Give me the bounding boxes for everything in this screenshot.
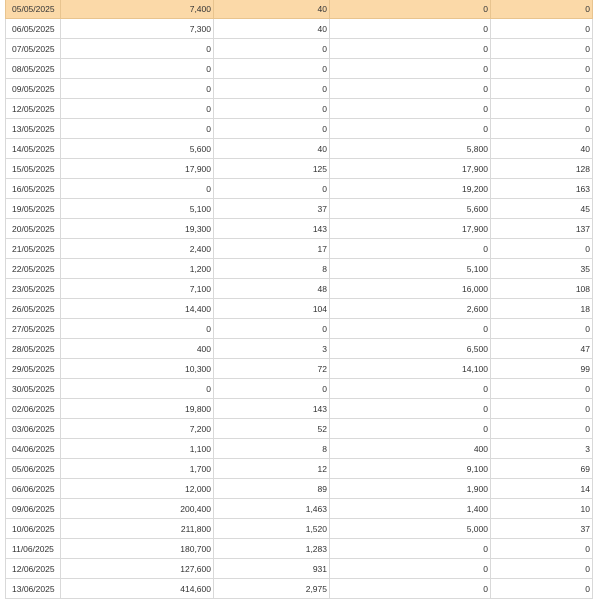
value-cell-1: 14,400 bbox=[61, 299, 214, 319]
table-row[interactable] bbox=[6, 359, 593, 379]
value-cell-2: 40 bbox=[214, 0, 330, 19]
value-cell-1: 2,400 bbox=[61, 239, 214, 259]
date-cell: 23/05/2025 bbox=[6, 279, 61, 299]
value-cell-3: 0 bbox=[330, 79, 491, 99]
value-cell-2: 104 bbox=[214, 299, 330, 319]
date-cell: 13/06/2025 bbox=[6, 579, 61, 599]
table-row[interactable] bbox=[6, 139, 593, 159]
value-cell-3: 0 bbox=[330, 119, 491, 139]
table-row[interactable] bbox=[6, 379, 593, 399]
date-cell: 12/05/2025 bbox=[6, 99, 61, 119]
value-cell-4: 0 bbox=[491, 19, 593, 39]
value-cell-1: 1,200 bbox=[61, 259, 214, 279]
value-cell-1: 1,700 bbox=[61, 459, 214, 479]
value-cell-3: 0 bbox=[330, 379, 491, 399]
value-cell-4: 0 bbox=[491, 319, 593, 339]
table-row[interactable] bbox=[6, 239, 593, 259]
value-cell-3: 17,900 bbox=[330, 159, 491, 179]
table-row[interactable] bbox=[6, 559, 593, 579]
value-cell-3: 0 bbox=[330, 539, 491, 559]
value-cell-3: 5,100 bbox=[330, 259, 491, 279]
value-cell-2: 0 bbox=[214, 79, 330, 99]
value-cell-3: 0 bbox=[330, 559, 491, 579]
value-cell-2: 8 bbox=[214, 259, 330, 279]
value-cell-2: 0 bbox=[214, 59, 330, 79]
date-cell: 03/06/2025 bbox=[6, 419, 61, 439]
value-cell-2: 8 bbox=[214, 439, 330, 459]
date-cell: 10/06/2025 bbox=[6, 519, 61, 539]
table-row[interactable] bbox=[6, 279, 593, 299]
value-cell-1: 0 bbox=[61, 59, 214, 79]
value-cell-4: 0 bbox=[491, 419, 593, 439]
value-cell-1: 0 bbox=[61, 99, 214, 119]
value-cell-1: 0 bbox=[61, 79, 214, 99]
table-row[interactable] bbox=[6, 259, 593, 279]
value-cell-1: 5,600 bbox=[61, 139, 214, 159]
value-cell-2: 89 bbox=[214, 479, 330, 499]
value-cell-3: 0 bbox=[330, 39, 491, 59]
value-cell-4: 35 bbox=[491, 259, 593, 279]
value-cell-1: 211,800 bbox=[61, 519, 214, 539]
value-cell-4: 0 bbox=[491, 379, 593, 399]
value-cell-2: 0 bbox=[214, 179, 330, 199]
table-row[interactable] bbox=[6, 179, 593, 199]
value-cell-2: 52 bbox=[214, 419, 330, 439]
value-cell-1: 400 bbox=[61, 339, 214, 359]
table-row[interactable] bbox=[6, 59, 593, 79]
date-cell: 21/05/2025 bbox=[6, 239, 61, 259]
table-row[interactable] bbox=[6, 479, 593, 499]
value-cell-4: 18 bbox=[491, 299, 593, 319]
table-row[interactable] bbox=[6, 99, 593, 119]
table-row[interactable] bbox=[6, 419, 593, 439]
value-cell-4: 69 bbox=[491, 459, 593, 479]
date-cell: 12/06/2025 bbox=[6, 559, 61, 579]
table-row[interactable] bbox=[6, 0, 593, 19]
value-cell-3: 2,600 bbox=[330, 299, 491, 319]
table-row[interactable] bbox=[6, 539, 593, 559]
value-cell-4: 99 bbox=[491, 359, 593, 379]
date-cell: 11/06/2025 bbox=[6, 539, 61, 559]
value-cell-2: 1,463 bbox=[214, 499, 330, 519]
date-cell: 30/05/2025 bbox=[6, 379, 61, 399]
value-cell-4: 47 bbox=[491, 339, 593, 359]
value-cell-1: 0 bbox=[61, 319, 214, 339]
value-cell-2: 72 bbox=[214, 359, 330, 379]
value-cell-2: 3 bbox=[214, 339, 330, 359]
date-cell: 16/05/2025 bbox=[6, 179, 61, 199]
value-cell-4: 37 bbox=[491, 519, 593, 539]
value-cell-3: 16,000 bbox=[330, 279, 491, 299]
date-cell: 27/05/2025 bbox=[6, 319, 61, 339]
value-cell-4: 0 bbox=[491, 59, 593, 79]
date-cell: 07/05/2025 bbox=[6, 39, 61, 59]
value-cell-3: 17,900 bbox=[330, 219, 491, 239]
value-cell-2: 12 bbox=[214, 459, 330, 479]
value-cell-2: 0 bbox=[214, 119, 330, 139]
value-cell-3: 0 bbox=[330, 419, 491, 439]
table-row[interactable] bbox=[6, 159, 593, 179]
date-cell: 13/05/2025 bbox=[6, 119, 61, 139]
value-cell-3: 0 bbox=[330, 239, 491, 259]
table-row[interactable] bbox=[6, 219, 593, 239]
value-cell-1: 127,600 bbox=[61, 559, 214, 579]
value-cell-2: 143 bbox=[214, 399, 330, 419]
value-cell-4: 0 bbox=[491, 239, 593, 259]
value-cell-1: 19,800 bbox=[61, 399, 214, 419]
value-cell-4: 45 bbox=[491, 199, 593, 219]
value-cell-1: 12,000 bbox=[61, 479, 214, 499]
value-cell-4: 0 bbox=[491, 79, 593, 99]
value-cell-4: 0 bbox=[491, 539, 593, 559]
table-row[interactable] bbox=[6, 339, 593, 359]
table-row[interactable] bbox=[6, 459, 593, 479]
value-cell-3: 0 bbox=[330, 19, 491, 39]
date-cell: 09/05/2025 bbox=[6, 79, 61, 99]
value-cell-2: 125 bbox=[214, 159, 330, 179]
value-cell-3: 0 bbox=[330, 0, 491, 19]
value-cell-1: 414,600 bbox=[61, 579, 214, 599]
date-cell: 15/05/2025 bbox=[6, 159, 61, 179]
date-cell: 02/06/2025 bbox=[6, 399, 61, 419]
value-cell-2: 0 bbox=[214, 379, 330, 399]
table-body bbox=[6, 0, 593, 599]
table-row[interactable] bbox=[6, 19, 593, 39]
value-cell-4: 3 bbox=[491, 439, 593, 459]
date-cell: 09/06/2025 bbox=[6, 499, 61, 519]
date-cell: 06/06/2025 bbox=[6, 479, 61, 499]
value-cell-3: 9,100 bbox=[330, 459, 491, 479]
date-cell: 28/05/2025 bbox=[6, 339, 61, 359]
value-cell-2: 1,520 bbox=[214, 519, 330, 539]
value-cell-4: 0 bbox=[491, 99, 593, 119]
value-cell-3: 5,800 bbox=[330, 139, 491, 159]
value-cell-3: 19,200 bbox=[330, 179, 491, 199]
value-cell-3: 1,400 bbox=[330, 499, 491, 519]
value-cell-3: 0 bbox=[330, 99, 491, 119]
value-cell-3: 0 bbox=[330, 579, 491, 599]
value-cell-4: 163 bbox=[491, 179, 593, 199]
value-cell-3: 5,600 bbox=[330, 199, 491, 219]
value-cell-3: 0 bbox=[330, 59, 491, 79]
value-cell-2: 37 bbox=[214, 199, 330, 219]
date-cell: 05/05/2025 bbox=[6, 0, 61, 19]
date-cell: 06/05/2025 bbox=[6, 19, 61, 39]
date-cell: 14/05/2025 bbox=[6, 139, 61, 159]
value-cell-3: 0 bbox=[330, 319, 491, 339]
value-cell-1: 19,300 bbox=[61, 219, 214, 239]
value-cell-2: 0 bbox=[214, 39, 330, 59]
value-cell-2: 931 bbox=[214, 559, 330, 579]
value-cell-2: 40 bbox=[214, 139, 330, 159]
value-cell-1: 7,100 bbox=[61, 279, 214, 299]
value-cell-2: 143 bbox=[214, 219, 330, 239]
value-cell-4: 0 bbox=[491, 579, 593, 599]
value-cell-4: 40 bbox=[491, 139, 593, 159]
table-row[interactable] bbox=[6, 79, 593, 99]
value-cell-3: 0 bbox=[330, 399, 491, 419]
value-cell-4: 108 bbox=[491, 279, 593, 299]
value-cell-3: 1,900 bbox=[330, 479, 491, 499]
table-row[interactable] bbox=[6, 319, 593, 339]
date-cell: 26/05/2025 bbox=[6, 299, 61, 319]
date-cell: 20/05/2025 bbox=[6, 219, 61, 239]
table-row[interactable] bbox=[6, 439, 593, 459]
value-cell-4: 0 bbox=[491, 0, 593, 19]
value-cell-1: 7,200 bbox=[61, 419, 214, 439]
value-cell-4: 137 bbox=[491, 219, 593, 239]
value-cell-1: 5,100 bbox=[61, 199, 214, 219]
value-cell-4: 0 bbox=[491, 39, 593, 59]
value-cell-2: 48 bbox=[214, 279, 330, 299]
value-cell-2: 17 bbox=[214, 239, 330, 259]
value-cell-2: 1,283 bbox=[214, 539, 330, 559]
date-cell: 05/06/2025 bbox=[6, 459, 61, 479]
value-cell-1: 180,700 bbox=[61, 539, 214, 559]
table-row[interactable] bbox=[6, 199, 593, 219]
table-row[interactable] bbox=[6, 399, 593, 419]
value-cell-2: 0 bbox=[214, 319, 330, 339]
value-cell-1: 1,100 bbox=[61, 439, 214, 459]
value-cell-3: 400 bbox=[330, 439, 491, 459]
value-cell-1: 7,300 bbox=[61, 19, 214, 39]
table-row[interactable] bbox=[6, 579, 593, 599]
table-row[interactable] bbox=[6, 499, 593, 519]
date-cell: 08/05/2025 bbox=[6, 59, 61, 79]
date-cell: 22/05/2025 bbox=[6, 259, 61, 279]
date-cell: 29/05/2025 bbox=[6, 359, 61, 379]
value-cell-1: 7,400 bbox=[61, 0, 214, 19]
value-cell-1: 0 bbox=[61, 119, 214, 139]
table-row[interactable] bbox=[6, 299, 593, 319]
value-cell-2: 0 bbox=[214, 99, 330, 119]
value-cell-4: 14 bbox=[491, 479, 593, 499]
value-cell-4: 0 bbox=[491, 119, 593, 139]
value-cell-1: 0 bbox=[61, 379, 214, 399]
table-row[interactable] bbox=[6, 39, 593, 59]
value-cell-3: 6,500 bbox=[330, 339, 491, 359]
value-cell-1: 200,400 bbox=[61, 499, 214, 519]
value-cell-1: 10,300 bbox=[61, 359, 214, 379]
date-cell: 04/06/2025 bbox=[6, 439, 61, 459]
value-cell-1: 0 bbox=[61, 39, 214, 59]
data-table bbox=[5, 0, 593, 599]
value-cell-3: 14,100 bbox=[330, 359, 491, 379]
table-row[interactable] bbox=[6, 119, 593, 139]
value-cell-4: 0 bbox=[491, 399, 593, 419]
value-cell-4: 0 bbox=[491, 559, 593, 579]
value-cell-4: 128 bbox=[491, 159, 593, 179]
table-row[interactable] bbox=[6, 519, 593, 539]
value-cell-2: 2,975 bbox=[214, 579, 330, 599]
value-cell-1: 0 bbox=[61, 179, 214, 199]
value-cell-2: 40 bbox=[214, 19, 330, 39]
value-cell-3: 5,000 bbox=[330, 519, 491, 539]
date-cell: 19/05/2025 bbox=[6, 199, 61, 219]
value-cell-4: 10 bbox=[491, 499, 593, 519]
value-cell-1: 17,900 bbox=[61, 159, 214, 179]
